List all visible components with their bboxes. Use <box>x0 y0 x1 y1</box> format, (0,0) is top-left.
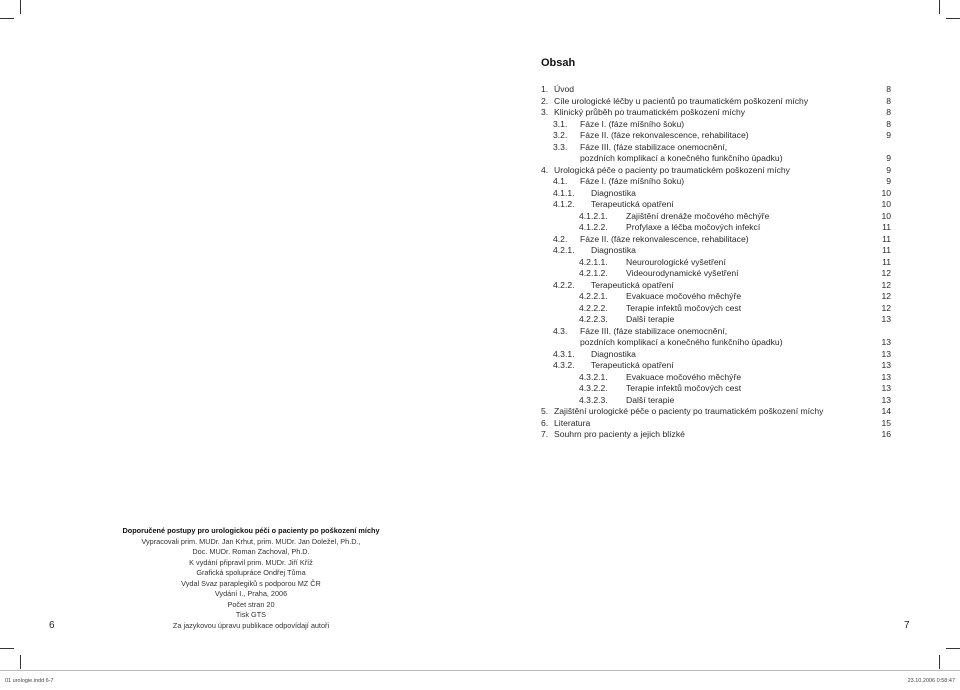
toc-entry-number: 4.3. <box>553 325 568 336</box>
toc-entry <box>541 395 891 407</box>
toc-entry <box>541 188 891 200</box>
imprint-line: Vypracovali prim. MUDr. Jan Krhut, prim. MUDr. Jan Doležel, Ph.D., <box>141 536 361 546</box>
toc-entry-page: 12 <box>881 291 891 301</box>
crop-mark <box>20 0 21 14</box>
crop-mark <box>946 648 960 649</box>
toc-entry-page: 8 <box>886 95 891 106</box>
toc-entry <box>541 176 891 188</box>
toc-entry <box>541 130 891 142</box>
toc-entry-number: 4.2.1. <box>553 245 575 255</box>
slug-timestamp: 23.10.2006 0:58:47 <box>907 678 955 684</box>
toc-entry-title: Fáze I. (fáze míšního šoku) <box>580 118 685 129</box>
toc-entry-number: 3.3. <box>553 141 568 152</box>
toc-entry <box>541 211 891 223</box>
toc-entry-number: 4.1.2. <box>553 199 575 209</box>
toc-entry-title: Profylaxe a léčba močových infekcí <box>626 222 761 232</box>
toc-entry-page: 14 <box>881 406 891 416</box>
toc-entry <box>541 429 891 441</box>
toc-entry-page: 15 <box>881 417 891 428</box>
toc-entry-title: Zajištění drenáže močového měchýře <box>626 210 770 221</box>
crop-mark <box>0 648 14 649</box>
toc-entry <box>541 406 891 418</box>
toc-entry-number: 4. <box>541 164 549 175</box>
imprint-line: Vydal Svaz paraplegiků s podporou MZ ČR <box>181 578 321 588</box>
crop-mark <box>20 655 21 669</box>
toc-entry-title: pozdních komplikací a konečného funkčního úpadku) <box>580 337 783 347</box>
toc-entry-title: Urologická péče o pacienty po traumatickém poškození míchy <box>554 164 790 175</box>
toc-entry <box>541 153 891 165</box>
toc-entry-number: 3.1. <box>553 118 568 129</box>
toc-entry-page: 10 <box>881 199 891 209</box>
toc-entry-number: 4.2.2.1. <box>579 291 608 301</box>
toc-entry-number: 4.1.1. <box>553 187 575 198</box>
toc-entry-page: 8 <box>886 84 891 94</box>
slug-rule <box>0 670 960 671</box>
toc-entry-number: 4.1.2.1. <box>579 210 608 221</box>
toc-entry <box>541 222 891 234</box>
toc-entry-page: 13 <box>881 394 891 405</box>
toc-entry <box>541 268 891 280</box>
toc-entry-page: 13 <box>881 348 891 359</box>
page-number-left: 6 <box>49 620 55 631</box>
toc-entry <box>541 245 891 257</box>
crop-mark <box>939 0 940 14</box>
toc-entry-title: Terapeutická opatření <box>591 279 674 290</box>
toc-entry-title: pozdních komplikací a konečného funkčního úpadku) <box>580 153 783 163</box>
toc-entry <box>541 257 891 269</box>
toc-entry-number: 7. <box>541 429 549 439</box>
toc-entry-page: 16 <box>881 429 891 439</box>
toc-entry-title: Zajištění urologické péče o pacienty po traumatickém poškození míchy <box>554 406 824 416</box>
toc-entry <box>541 280 891 292</box>
toc-entry-title: Videourodynamické vyšetření <box>626 268 739 278</box>
toc-entry-title: Cíle urologické léčby u pacientů po traumatickém poškození míchy <box>554 95 809 106</box>
toc-entry-number: 4.3.2. <box>553 360 575 370</box>
toc-entry-page: 9 <box>886 164 891 175</box>
toc-entry-title: Fáze III. (fáze stabilizace onemocnění, <box>580 141 728 152</box>
toc-entry <box>541 372 891 384</box>
imprint-line: Grafická spolupráce Ondřej Tůma <box>196 568 306 577</box>
toc-heading: Obsah <box>541 57 576 69</box>
toc-entry-title: Neurourologické vyšetření <box>626 256 726 267</box>
toc-entry <box>541 84 891 96</box>
toc-entry-number: 4.2.2. <box>553 279 575 290</box>
toc-entry-title: Diagnostika <box>591 245 636 255</box>
toc-entry-title: Souhrn pro pacienty a jejich blízké <box>554 429 685 439</box>
toc-entry-page: 13 <box>881 383 891 393</box>
toc-entry-page: 13 <box>881 337 891 347</box>
toc-entry-number: 4.1. <box>553 176 568 186</box>
toc-entry-number: 4.2. <box>553 233 568 244</box>
page-number-right: 7 <box>904 620 910 631</box>
imprint-line: Doc. MUDr. Roman Zachoval, Ph.D. <box>192 547 310 556</box>
toc-entry-number: 3.2. <box>553 130 568 140</box>
toc-entry-title: Fáze III. (fáze stabilizace onemocnění, <box>580 325 728 336</box>
toc-entry-page: 11 <box>882 245 891 255</box>
toc-entry-number: 4.1.2.2. <box>579 222 608 232</box>
toc-entry-page: 8 <box>886 118 891 129</box>
toc-entry <box>541 119 891 131</box>
imprint-line: K vydání připravil prim. MUDr. Jiří Kříž <box>189 557 313 567</box>
toc-entry-number: 5. <box>541 406 549 416</box>
toc-entry-page: 11 <box>882 233 891 244</box>
toc-entry-page: 12 <box>881 268 891 278</box>
imprint-heading: Doporučené postupy pro urologickou péči o pacienty po poškození míchy <box>122 526 380 535</box>
toc-entry-page: 9 <box>886 176 891 186</box>
toc-entry-number: 4.2.1.2. <box>579 268 608 278</box>
toc-entry-page: 13 <box>881 371 891 382</box>
crop-mark <box>946 18 960 19</box>
toc-entry-page: 9 <box>886 130 891 140</box>
toc-entry <box>541 291 891 303</box>
toc-entry-page: 10 <box>881 210 891 221</box>
toc-entry-page: 13 <box>881 360 891 370</box>
toc-entry <box>541 314 891 326</box>
toc-entry-number: 2. <box>541 95 549 106</box>
toc-entry-page: 12 <box>881 279 891 290</box>
table-of-contents <box>541 84 891 441</box>
toc-entry-title: Další terapie <box>626 314 675 324</box>
toc-entry-number: 6. <box>541 417 549 428</box>
toc-entry-title: Fáze II. (fáze rekonvalescence, rehabilitace) <box>580 130 749 140</box>
toc-entry-page: 8 <box>886 107 891 117</box>
toc-entry-page: 11 <box>882 222 891 232</box>
toc-entry <box>541 234 891 246</box>
toc-entry <box>541 349 891 361</box>
toc-entry-title: Terapeutická opatření <box>591 360 674 370</box>
toc-entry-title: Terapie infektů močových cest <box>626 383 742 393</box>
toc-entry-number: 4.2.2.2. <box>579 302 608 313</box>
toc-entry-page: 13 <box>881 314 891 324</box>
crop-mark <box>939 655 940 669</box>
crop-mark <box>0 18 14 19</box>
toc-entry-page: 11 <box>882 256 891 267</box>
toc-entry-title: Literatura <box>554 417 591 428</box>
toc-entry <box>541 326 891 338</box>
toc-entry-page: 10 <box>881 187 891 198</box>
toc-entry <box>541 360 891 372</box>
toc-entry <box>541 199 891 211</box>
toc-entry-title: Fáze I. (fáze míšního šoku) <box>580 176 685 186</box>
toc-entry-number: 4.3.2.3. <box>579 394 608 405</box>
toc-entry-title: Evakuace močového měchýře <box>626 291 742 301</box>
toc-entry-title: Fáze II. (fáze rekonvalescence, rehabilitace) <box>580 233 749 244</box>
toc-entry <box>541 165 891 177</box>
toc-entry-title: Klinický průběh po traumatickém poškození míchy <box>554 107 746 117</box>
toc-entry-number: 1. <box>541 84 549 94</box>
toc-entry <box>541 383 891 395</box>
toc-entry-title: Diagnostika <box>591 187 636 198</box>
toc-entry <box>541 96 891 108</box>
imprint-line: Za jazykovou úpravu publikace odpovídají autoři <box>172 620 330 630</box>
toc-entry-number: 4.3.2.1. <box>579 371 608 382</box>
toc-entry-number: 4.3.2.2. <box>579 383 608 393</box>
toc-entry-title: Úvod <box>554 84 575 94</box>
toc-entry-number: 3. <box>541 107 549 117</box>
toc-entry-title: Terapie infektů močových cest <box>626 302 742 313</box>
imprint-line: Tisk GTS <box>235 610 267 619</box>
toc-entry-title: Terapeutická opatření <box>591 199 674 209</box>
toc-entry-number: 4.2.2.3. <box>579 314 608 324</box>
toc-entry <box>541 303 891 315</box>
imprint-block <box>90 526 412 631</box>
toc-entry-title: Diagnostika <box>591 348 636 359</box>
toc-entry <box>541 337 891 349</box>
imprint-line: Vydání I., Praha, 2006 <box>214 589 288 598</box>
toc-entry <box>541 142 891 154</box>
toc-entry-number: 4.3.1. <box>553 348 575 359</box>
imprint-line: Počet stran 20 <box>227 599 275 609</box>
toc-entry <box>541 107 891 119</box>
slug-filename: 01 urologie.indd 6-7 <box>5 678 54 684</box>
toc-entry-page: 12 <box>881 302 891 313</box>
toc-entry <box>541 418 891 430</box>
toc-entry-number: 4.2.1.1. <box>579 256 608 267</box>
toc-entry-title: Evakuace močového měchýře <box>626 371 742 382</box>
toc-entry-title: Další terapie <box>626 394 675 405</box>
toc-entry-page: 9 <box>886 153 891 163</box>
